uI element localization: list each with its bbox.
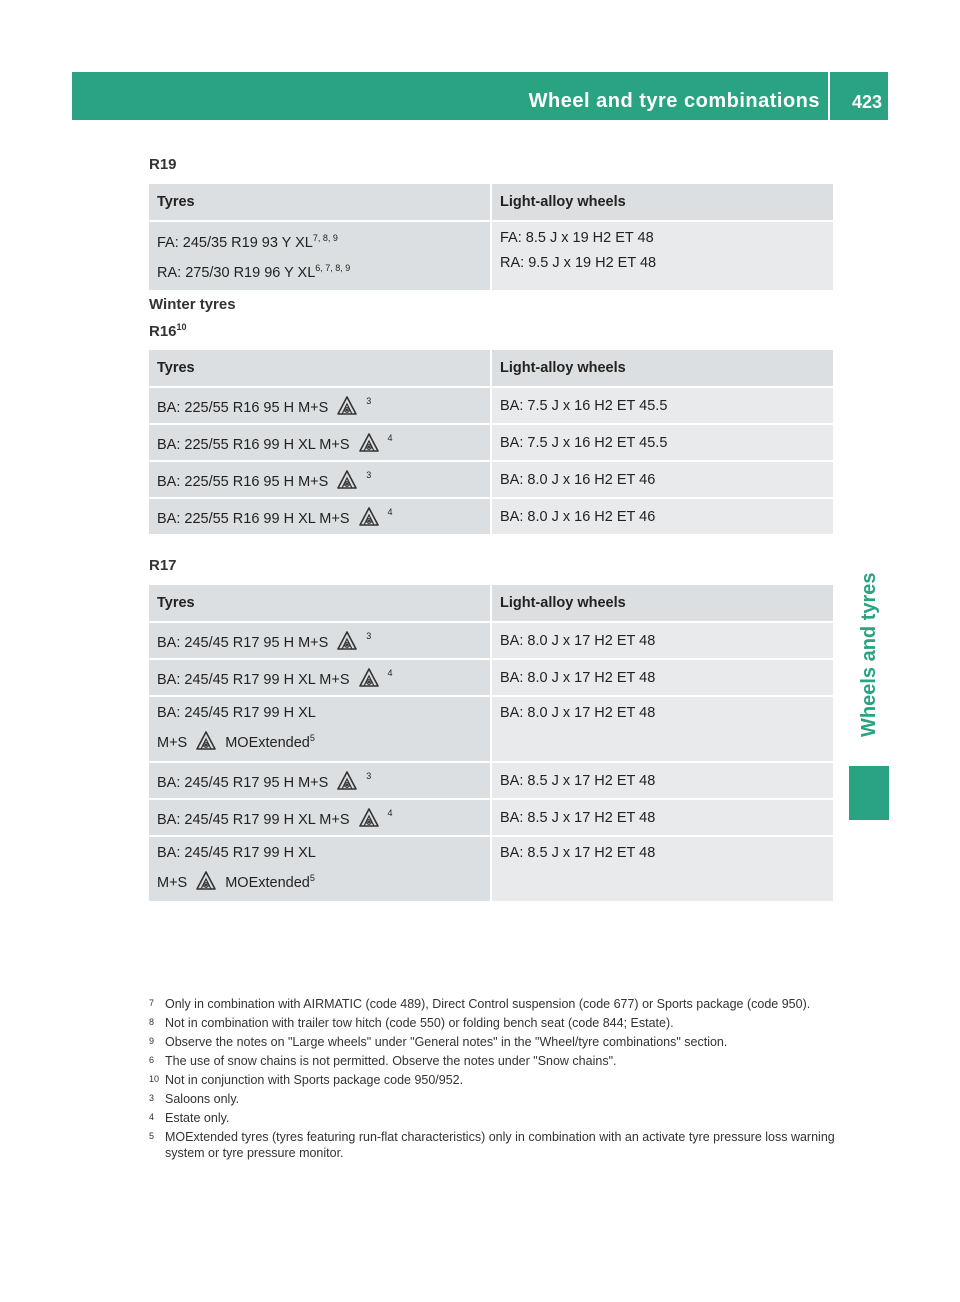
tyre-spec: RA: 275/30 R19 96 Y XL (157, 264, 316, 281)
wheel-spec: FA: 8.5 J x 19 H2 ET 48 (500, 230, 654, 246)
footnote-ref: 4 (387, 506, 393, 517)
snowflake-mountain-icon (358, 432, 380, 454)
cell-wheels (490, 623, 833, 660)
side-tab-marker (849, 766, 889, 820)
snowflake-mountain-icon (336, 469, 358, 491)
footnote (149, 1091, 839, 1107)
tyre-spec: BA: 245/45 R17 99 H XL (157, 845, 316, 861)
col-header-wheels: Light-alloy wheels (490, 350, 833, 388)
footnote (149, 1110, 839, 1126)
tyre-spec: BA: 225/55 R16 99 H XL M+S (157, 510, 350, 527)
wheel-spec: BA: 8.5 J x 17 H2 ET 48 (500, 772, 656, 789)
footnote (149, 1072, 839, 1088)
side-tab-label: Wheels and tyres (858, 572, 880, 738)
footnote (149, 1034, 839, 1050)
footnote-number: 10 (149, 1074, 160, 1084)
tyre-spec: BA: 245/45 R17 99 H XL M+S (157, 811, 350, 828)
tyre-spec: BA: 225/55 R16 95 H M+S (157, 399, 329, 416)
page-title: Wheel and tyre combinations (528, 90, 820, 112)
footnote-number: 9 (149, 1036, 155, 1046)
footnote-ref: 4 (387, 432, 393, 443)
footnote (149, 1129, 839, 1161)
snowflake-mountain-icon (336, 770, 358, 792)
table-row (149, 222, 833, 292)
tyre-line (157, 866, 490, 896)
cell-wheels (490, 499, 833, 536)
tyre-spec: MOExtended (225, 734, 310, 751)
table-r19 (149, 184, 833, 292)
col-header-wheels: Light-alloy wheels (490, 585, 833, 623)
cell-wheels (490, 697, 833, 763)
cell-wheels (490, 800, 833, 837)
wheel-spec: BA: 8.0 J x 17 H2 ET 48 (500, 632, 656, 649)
cell-tyres (149, 425, 490, 462)
footnote-ref: 6, 7, 8, 9 (315, 262, 351, 273)
footnote-text: Not in combination with trailer tow hitch (code 550) or folding bench seat (code 844; Estate). (165, 1016, 674, 1030)
tyre-spec: BA: 225/55 R16 99 H XL M+S (157, 436, 350, 453)
footnote-number: 7 (149, 998, 155, 1008)
table-header-row (149, 350, 833, 388)
cell-wheels (490, 837, 833, 903)
footnote-ref: 4 (387, 807, 393, 818)
table-row (149, 837, 833, 903)
cell-wheels (490, 222, 833, 292)
table-row (149, 660, 833, 697)
cell-wheels (490, 425, 833, 462)
footnote-ref: 3 (366, 395, 372, 406)
col-header-tyres: Tyres (149, 350, 490, 388)
footnote-ref: 5 (309, 873, 315, 883)
footnote-number: 3 (149, 1093, 155, 1103)
footnote-ref: 3 (366, 630, 372, 641)
wheel-spec: BA: 8.0 J x 16 H2 ET 46 (500, 471, 656, 488)
wheel-spec: BA: 8.0 J x 16 H2 ET 46 (500, 508, 656, 525)
wheel-spec: BA: 7.5 J x 16 H2 ET 45.5 (500, 434, 668, 451)
cell-wheels (490, 462, 833, 499)
cell-tyres (149, 763, 490, 800)
tyre-spec: BA: 245/45 R17 99 H XL M+S (157, 671, 350, 688)
footnote-number: 6 (149, 1055, 155, 1065)
section-heading-r17: R17 (149, 557, 177, 574)
tyre-spec: BA: 225/55 R16 95 H M+S (157, 473, 329, 490)
wheel-spec: BA: 8.0 J x 17 H2 ET 48 (500, 705, 656, 721)
tyre-line (157, 226, 490, 256)
cell-tyres (149, 623, 490, 660)
snowflake-mountain-icon (358, 667, 380, 689)
footnote-number: 4 (149, 1112, 155, 1122)
section-heading-r16 (149, 322, 187, 340)
table-row (149, 697, 833, 763)
cell-wheels (490, 763, 833, 800)
footnote-text: The use of snow chains is not permitted. Observe the notes under "Snow chains". (165, 1054, 617, 1068)
heading-text: R16 (149, 323, 177, 340)
footnote-ref: 4 (387, 667, 393, 678)
wheel-spec: RA: 9.5 J x 19 H2 ET 48 (500, 255, 657, 271)
table-header-row (149, 585, 833, 623)
header-divider (828, 72, 830, 120)
tyre-line (157, 726, 490, 756)
footnote-text: Only in combination with AIRMATIC (code 489), Direct Control suspension (code 677) or Sports package (code 950). (165, 997, 811, 1011)
footnote-ref: 3 (366, 469, 372, 480)
footnote (149, 996, 839, 1012)
col-header-wheels: Light-alloy wheels (490, 184, 833, 222)
page-header (72, 72, 888, 120)
table-row (149, 388, 833, 425)
cell-tyres (149, 837, 490, 903)
snowflake-mountain-icon (195, 730, 217, 752)
section-heading-winter: Winter tyres (149, 296, 236, 313)
table-row (149, 425, 833, 462)
cell-tyres (149, 388, 490, 425)
cell-tyres (149, 660, 490, 697)
wheel-spec: BA: 8.5 J x 17 H2 ET 48 (500, 845, 656, 861)
table-row (149, 499, 833, 536)
tyre-line (157, 256, 490, 286)
cell-wheels (490, 388, 833, 425)
footnote-number: 8 (149, 1017, 155, 1027)
cell-wheels (490, 660, 833, 697)
snowflake-mountain-icon (195, 870, 217, 892)
tyre-spec: BA: 245/45 R17 95 H M+S (157, 634, 329, 651)
wheel-spec: BA: 7.5 J x 16 H2 ET 45.5 (500, 397, 668, 414)
tyre-spec: BA: 245/45 R17 99 H XL (157, 705, 316, 721)
snowflake-mountain-icon (358, 807, 380, 829)
table-row (149, 623, 833, 660)
footnote-text: Saloons only. (165, 1092, 240, 1106)
footnote-ref: 5 (309, 733, 315, 743)
cell-tyres (149, 499, 490, 536)
snowflake-mountain-icon (336, 630, 358, 652)
footnote-ref: 10 (176, 322, 187, 332)
tyre-spec: FA: 245/35 R19 93 Y XL (157, 234, 313, 251)
section-heading-r19: R19 (149, 156, 177, 173)
tyre-spec: M+S (157, 874, 188, 891)
page-number: 423 (851, 92, 882, 112)
footnote-number: 5 (149, 1131, 155, 1141)
footnotes (149, 996, 839, 1164)
snowflake-mountain-icon (336, 395, 358, 417)
wheel-spec: BA: 8.5 J x 17 H2 ET 48 (500, 809, 656, 826)
cell-tyres (149, 800, 490, 837)
table-row (149, 462, 833, 499)
table-r16 (149, 350, 833, 536)
table-header-row (149, 184, 833, 222)
footnote (149, 1015, 839, 1031)
snowflake-mountain-icon (358, 506, 380, 528)
cell-tyres (149, 222, 490, 292)
footnote-text: Not in conjunction with Sports package code 950/952. (165, 1073, 464, 1087)
footnote-ref: 7, 8, 9 (312, 233, 338, 243)
footnote-text: Estate only. (165, 1111, 230, 1125)
footnote-ref: 3 (366, 770, 372, 781)
table-r17 (149, 585, 833, 903)
footnote-text: Observe the notes on "Large wheels" under "General notes" in the "Wheel/tyre combinations" section. (165, 1035, 728, 1049)
cell-tyres (149, 697, 490, 763)
footnote (149, 1053, 839, 1069)
table-row (149, 763, 833, 800)
tyre-spec: BA: 245/45 R17 95 H M+S (157, 774, 329, 791)
col-header-tyres: Tyres (149, 585, 490, 623)
table-row (149, 800, 833, 837)
tyre-spec: MOExtended (225, 874, 310, 891)
tyre-spec: M+S (157, 734, 188, 751)
col-header-tyres: Tyres (149, 184, 490, 222)
footnote-text: MOExtended tyres (tyres featuring run-flat characteristics) only in combination with an activate tyre pressure loss warning system or tyre pressure monitor. (165, 1130, 835, 1160)
wheel-spec: BA: 8.0 J x 17 H2 ET 48 (500, 669, 656, 686)
cell-tyres (149, 462, 490, 499)
